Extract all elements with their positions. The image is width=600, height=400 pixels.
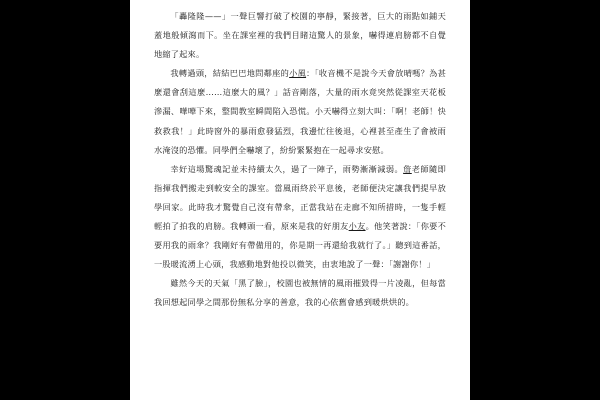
paragraph-2-text-b: ：「收音機不是說今天會放晴嗎？為甚麼還會刮這麼……這麼大的風？」話音剛落，大量的雨水竟突然從課室天花板滲漏、嘩嘩下來，整間教室瞬間陷入恐慌。小天嚇得立刻大叫：「啊！老師！快救救我！」此時窗外的暴雨愈發猛烈，我邊忙往後退，心裡甚至產生了會被雨水淹沒的恐懼。同學們全嚇壞了，紛紛緊緊抱在一起尋求安慰。: [154, 68, 446, 155]
paragraph-3-text-a: 幸好這場驚魂記並未持續太久，過了一陣子，雨勢漸漸減弱。: [170, 163, 404, 174]
document-page: [130, 0, 470, 400]
paragraph-2-text-a: 我轉過頭，結結巴巴地問鄰座的: [170, 68, 290, 79]
paragraph-3-text-c: 。他笑著說：「你要不要用我的雨傘？我剛好有帶備用的，你是期一再還給我就行了。」聽到這番話，一股暖流湧上心頭，我感動地對他投以微笑，由衷地說了一聲：「謝謝你！」: [154, 221, 447, 270]
paragraph-4: [154, 274, 446, 312]
paragraph-2: [154, 64, 446, 159]
name-teacher: 詹: [403, 163, 412, 174]
name-xiaoyou: 小友: [348, 221, 366, 232]
name-xiaofeng: 小風: [289, 68, 307, 79]
paragraph-1: [154, 7, 446, 64]
paragraph-3-text-b: 老師隨即指揮我們搬走到較安全的課室。當風雨終於平息後，老師便決定讓我們提早放學回家。此時我才驚覺自己沒有帶傘，正當我站在走廊不知所措時，一隻手輕輕拍了拍我的肩膀。我轉頭一看，原來是我的好朋友: [154, 163, 446, 232]
paragraph-4-text: 雖然今天的天氣「黑了臉」，校園也被無情的風雨摧毀得一片凌亂，但每當我回想起同學之間那份無私分享的善意，我的心依舊會感到暖烘烘的。: [154, 278, 446, 308]
paragraph-1-text: 「轟隆隆——」一聲巨響打破了校園的寧靜，緊接著，巨大的雨點如鋪天蓋地般傾瀉而下。坐在課室裡的我們目睹這驚人的景象，嚇得連肩膀都不自覺地縮了起來。: [154, 11, 446, 60]
paragraph-3: [154, 160, 446, 275]
